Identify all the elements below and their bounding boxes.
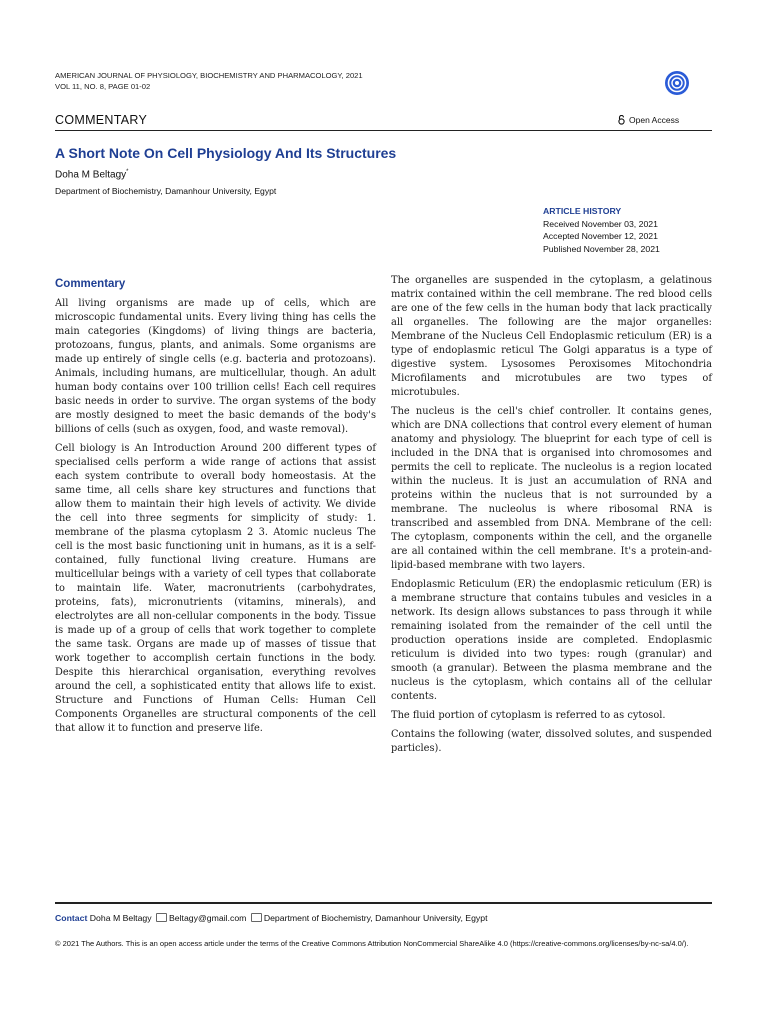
corresponding-mark: *	[126, 169, 129, 175]
contact-label: Contact	[55, 913, 88, 923]
open-access-label: Open Access	[629, 115, 680, 125]
article-history	[543, 205, 713, 255]
journal-header	[55, 70, 655, 92]
journal-logo-icon	[664, 70, 690, 96]
paragraph: Cell biology is An Introduction Around 200 different types of specialised cells perform a wide range of actions that assist each system contribute to overall body homeostasis. At the same time, all cells share key structures and functions that allow them to maintain their high levels of activity. We divide the cell into three segments for simplicity of study: 1. membrane of the plasma cytoplasm 2 3. Atomic nucleus The cell is the most basic functioning unit in humans, as it is a self-contained, fully functional living creature. Humans are multicellular beings with a variety of cell types that collaborate to maintain life. Water, macronutrients (carbohydrates, proteins, fats), micronutrients (vitamins, minerals), and electrolytes are all non-cellular components in the body. Tissue is made up of a group of cells that work together to complete the same task. Organs are made up of masses of tissue that work together to accomplish certain functions in the body. Despite this hierarchical organisation, everything revolves around the cell, a sophisticated entity that allows life to exist. Structure and Functions of Human Cells: Human Cell Components Organelles are structural components of the cell that allow it to function and preserve life.	[55, 443, 376, 734]
contact-name: Doha M Beltagy	[89, 913, 152, 923]
paragraph: Contains the following (water, dissolved solutes, and suspended particles).	[391, 729, 712, 754]
open-access-badge	[618, 115, 679, 125]
article-title: A Short Note On Cell Physiology And Its Structures	[55, 145, 397, 161]
contact-line	[55, 913, 488, 923]
history-published: Published November 28, 2021	[543, 243, 660, 254]
footer-rule	[55, 902, 712, 904]
body-column-right	[391, 274, 712, 761]
section-heading: Commentary	[55, 278, 126, 290]
author-affiliation: Department of Biochemistry, Damanhour University, Egypt	[55, 186, 277, 196]
contact-email[interactable]: Beltagy@gmail.com	[169, 913, 247, 923]
open-lock-icon	[618, 115, 625, 125]
paragraph: The fluid portion of cytoplasm is referred to as cytosol.	[391, 710, 666, 721]
address-icon	[251, 913, 262, 922]
author-name: Doha M Beltagy	[55, 169, 127, 181]
paragraph: Endoplasmic Reticulum (ER) the endoplasmic reticulum (ER) is a membrane structure that contains tubules and vesicles in a network. Its design allows substances to pass through it while remaining isolated from the remainder of the cell until the production operations inside are completed. Endoplasmic reticulum is divided into two types: rough (granular) and smooth (a granular). Between the plasma membrane and the nucleus is the cytoplasm, which contains all of the cellular contents.	[391, 579, 712, 702]
contact-address: Department of Biochemistry, Damanhour University, Egypt	[263, 913, 488, 923]
section-label: COMMENTARY	[55, 113, 148, 127]
journal-name: AMERICAN JOURNAL OF PHYSIOLOGY, BIOCHEMISTRY AND PHARMACOLOGY, 2021	[55, 71, 363, 80]
paragraph: All living organisms are made up of cells, which are microscopic fundamental units. Every living thing has cells the main categories (Kingdoms) of living things are bacteria, protozoans, fungus, plants, and animals. Some organisms are made up entirely of single cells (e.g. bacteria and protozoans). Animals, including humans, are multicellular, though. An adult human body contains over 100 trillion cells! Each cell requires basic needs in order to survive. The organ systems of the body are mostly designed to meet the basic demands of the body's billions of cells (such as oxygen, food, and waste removal).	[55, 298, 376, 435]
history-accepted: Accepted November 12, 2021	[543, 231, 658, 241]
body-column-left	[55, 274, 376, 741]
header-rule	[55, 130, 712, 131]
paragraph: The nucleus is the cell's chief controller. It contains genes, which are DNA collections that control every element of human anatomy and physiology. The blueprint for each type of cell is included in the DNA that is organised into chromosomes and permits the cell to replicate. The nucleolus is a region located within the nucleus. It is just an accumulation of RNA and proteins within the nucleus that is not surrounded by a membrane. The nucleolus is where ribosomal RNA is transcribed and assembled from DNA. Membrane of the cell: The cytoplasm, components within the cell, and the organelle are all contained within the cell membrane. It's a protein-and-lipid-based membrane with two layers.	[391, 406, 712, 571]
license-notice: © 2021 The Authors. This is an open access article under the terms of the Creative Commons Attribution NonCommercial ShareAlike 4.0 (https://creative-commons.org/licenses/by-nc-sa/4.0/).	[55, 939, 689, 948]
email-icon	[156, 913, 167, 922]
history-received: Received November 03, 2021	[543, 218, 658, 229]
paragraph: The organelles are suspended in the cytoplasm, a gelatinous matrix contained within the cell membrane. The red blood cells are one of the few cells in the human body that lack practically all organelles. The following are the major organelles: Membrane of the Nucleus Cell Endoplasmic reticulum (ER) is a type of endoplasmic reticul The Golgi apparatus is a type of digestive system. Lysosomes Peroxisomes Mitochondria Microfilaments and microtubules are two types of microtubules.	[391, 275, 712, 398]
history-title: ARTICLE HISTORY	[543, 206, 622, 216]
author-line	[55, 169, 129, 180]
journal-issue: VOL 11, NO. 8, PAGE 01-02	[55, 82, 151, 91]
